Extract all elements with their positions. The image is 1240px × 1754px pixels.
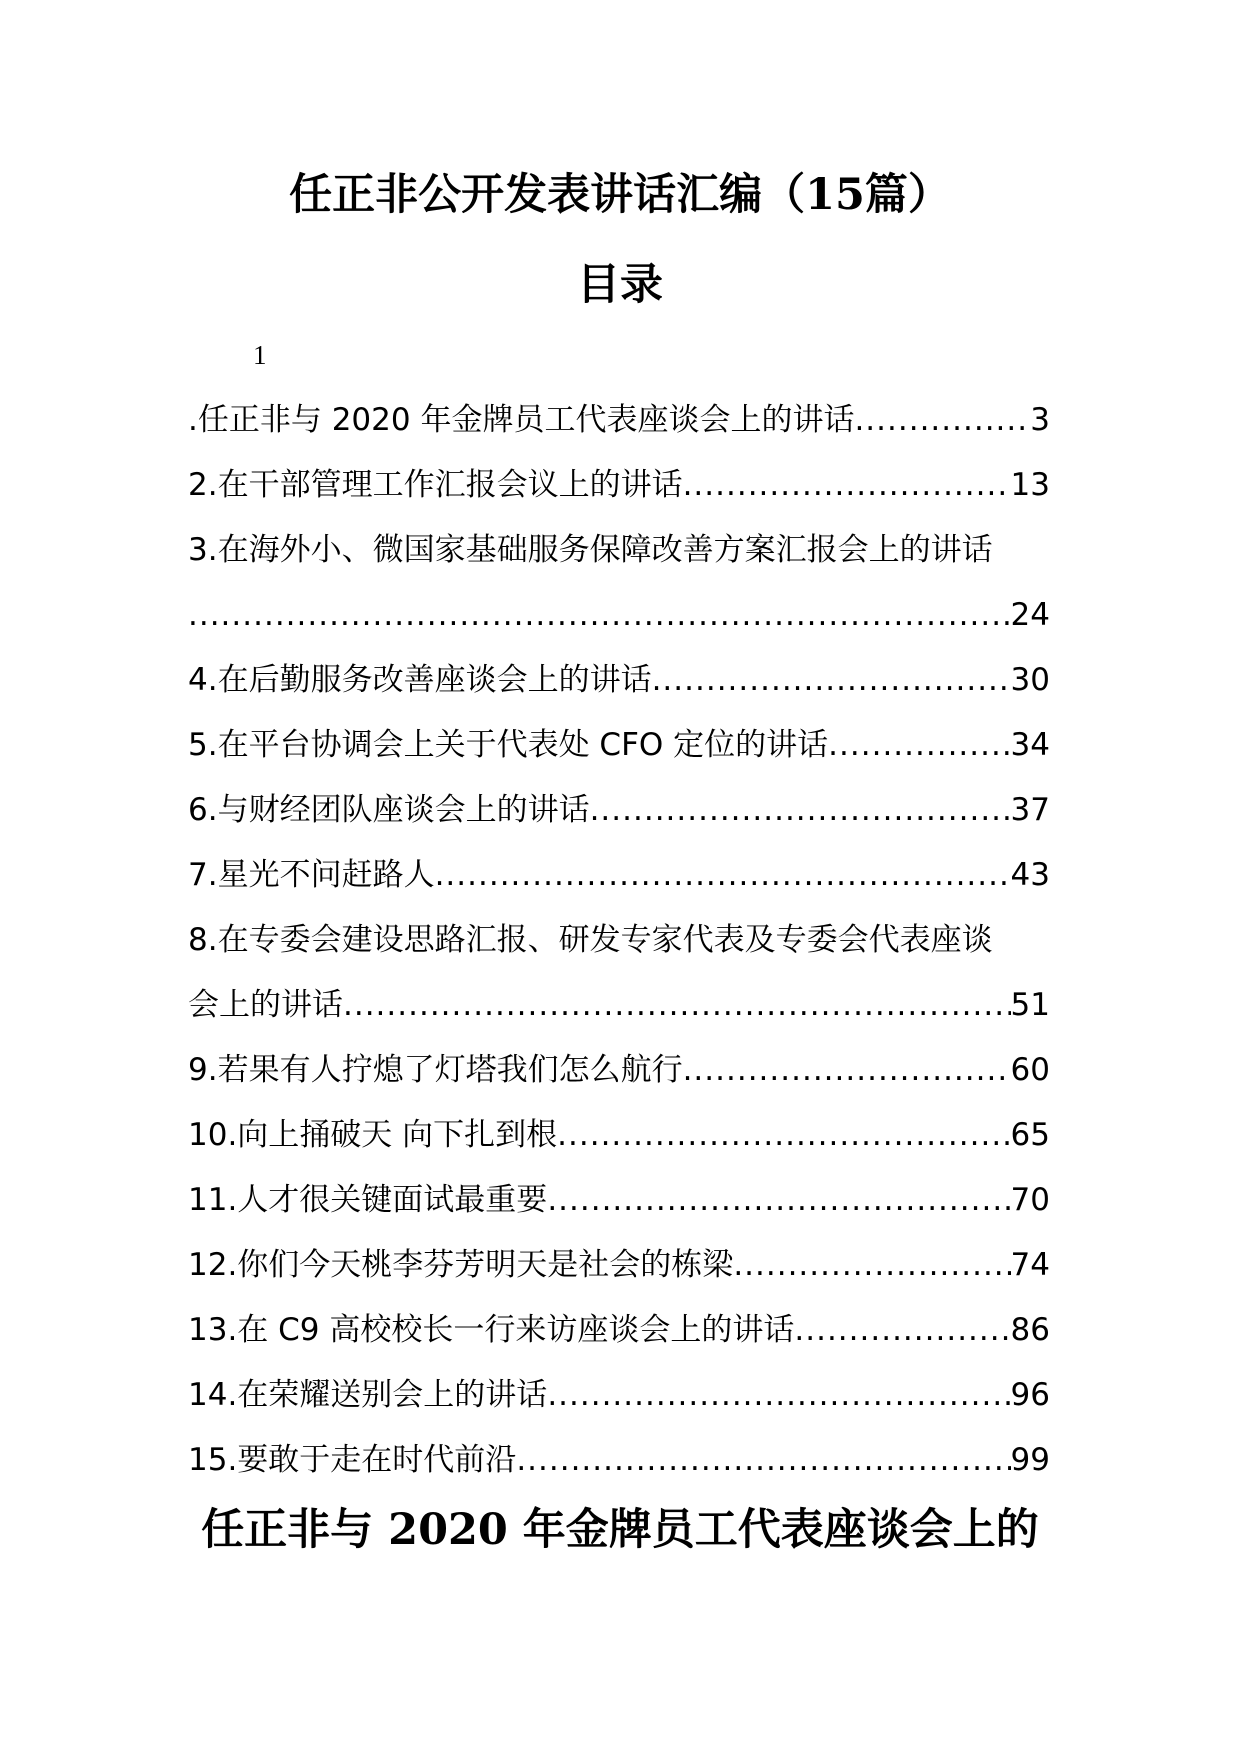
toc-page-number: 99 (1010, 1442, 1050, 1478)
toc-page-number: 74 (1010, 1247, 1050, 1283)
toc-page-number: 30 (1010, 662, 1050, 698)
toc-page-number: 3 (1030, 402, 1050, 438)
toc-line (188, 453, 1050, 518)
toc-entry-title: 13.在 C9 高校校长一行来访座谈会上的讲话 (188, 1312, 795, 1348)
toc-entry-title: 会上的讲话 (188, 987, 343, 1023)
toc-page-number: 37 (1010, 792, 1050, 828)
toc-entry[interactable] (188, 648, 1050, 713)
toc-leader-dots (435, 843, 1011, 908)
toc-leader-dots (343, 973, 1011, 1038)
toc-entry[interactable] (188, 1298, 1050, 1363)
toc-entry[interactable] (188, 713, 1050, 778)
toc-leader-dots (547, 1168, 1010, 1233)
toc-page-number: 13 (1010, 467, 1050, 503)
toc-entry-title: 8.在专委会建设思路汇报、研发专家代表及专委会代表座谈 (188, 922, 993, 958)
toc-heading: 目录 (577, 260, 663, 310)
toc-leader-dots (188, 583, 1011, 648)
toc-line (188, 973, 1050, 1038)
toc-entry[interactable] (188, 1038, 1050, 1103)
toc-entry-title: 7.星光不问赶路人 (188, 857, 435, 893)
toc-page-number: 43 (1010, 857, 1050, 893)
toc-entry[interactable] (188, 453, 1050, 518)
toc-entry[interactable] (188, 1168, 1050, 1233)
toc-leader-dots (516, 1428, 1010, 1493)
toc-line (188, 908, 1050, 973)
toc-page-number: 24 (1010, 597, 1050, 633)
toc-line (188, 1428, 1050, 1493)
toc-entry-title: .任正非与 2020 年金牌员工代表座谈会上的讲话 (188, 402, 855, 438)
toc-leader-dots (590, 778, 1011, 843)
toc-line (188, 843, 1050, 908)
toc-entry-title: 2.在干部管理工作汇报会议上的讲话 (188, 467, 683, 503)
toc-leader-dots (794, 1298, 1010, 1363)
toc-line (188, 713, 1050, 778)
toc-entry[interactable] (188, 1428, 1050, 1493)
toc-page-number: 60 (1010, 1052, 1050, 1088)
toc-entry[interactable] (188, 778, 1050, 843)
toc-line (188, 1038, 1050, 1103)
toc-line (188, 1363, 1050, 1428)
toc-leader-dots (557, 1103, 1010, 1168)
toc-leader-dots (828, 713, 1010, 778)
toc-leader-dots (733, 1233, 1010, 1298)
page-marker: 1 (253, 340, 267, 370)
toc-entry-title: 14.在荣耀送别会上的讲话 (188, 1377, 548, 1413)
toc-page-number: 70 (1010, 1182, 1050, 1218)
toc-entry[interactable] (188, 843, 1050, 908)
toc-entry[interactable] (188, 518, 1050, 648)
toc-line (188, 1233, 1050, 1298)
toc-line (188, 388, 1050, 453)
toc-page-number: 86 (1010, 1312, 1050, 1348)
toc-line (188, 1298, 1050, 1363)
toc-line (188, 778, 1050, 843)
toc-line (188, 648, 1050, 713)
toc-entry-title: 5.在平台协调会上关于代表处 CFO 定位的讲话 (188, 727, 829, 763)
toc-leader-dots (652, 648, 1011, 713)
toc-entry-title: 12.你们今天桃李芬芳明天是社会的栋梁 (188, 1247, 734, 1283)
toc-entry-title: 4.在后勤服务改善座谈会上的讲话 (188, 662, 652, 698)
document-title: 任正非公开发表讲话汇编（15篇） (289, 170, 951, 220)
toc-leader-dots (683, 453, 1011, 518)
toc-line (188, 583, 1050, 648)
toc-entry[interactable] (188, 908, 1050, 1038)
toc-entry-title: 11.人才很关键面试最重要 (188, 1182, 548, 1218)
toc-entry[interactable] (188, 1103, 1050, 1168)
toc-line (188, 518, 1050, 583)
table-of-contents (188, 388, 1050, 1493)
section-title: 任正非与 2020 年金牌员工代表座谈会上的 (201, 1505, 1039, 1555)
toc-page-number: 65 (1010, 1117, 1050, 1153)
toc-page-number: 34 (1010, 727, 1050, 763)
toc-entry-title: 10.向上捅破天 向下扎到根 (188, 1117, 558, 1153)
toc-entry[interactable] (188, 1233, 1050, 1298)
toc-entry-title: 6.与财经团队座谈会上的讲话 (188, 792, 590, 828)
toc-line (188, 1103, 1050, 1168)
toc-entry[interactable] (188, 388, 1050, 453)
toc-leader-dots (547, 1363, 1010, 1428)
toc-leader-dots (683, 1038, 1011, 1103)
toc-entry-title: 9.若果有人拧熄了灯塔我们怎么航行 (188, 1052, 683, 1088)
toc-entry[interactable] (188, 1363, 1050, 1428)
toc-page-number: 96 (1010, 1377, 1050, 1413)
toc-line (188, 1168, 1050, 1233)
toc-entry-title: 15.要敢于走在时代前沿 (188, 1442, 517, 1478)
toc-entry-title: 3.在海外小、微国家基础服务保障改善方案汇报会上的讲话 (188, 532, 993, 568)
toc-leader-dots (854, 388, 1030, 453)
toc-page-number: 51 (1010, 987, 1050, 1023)
